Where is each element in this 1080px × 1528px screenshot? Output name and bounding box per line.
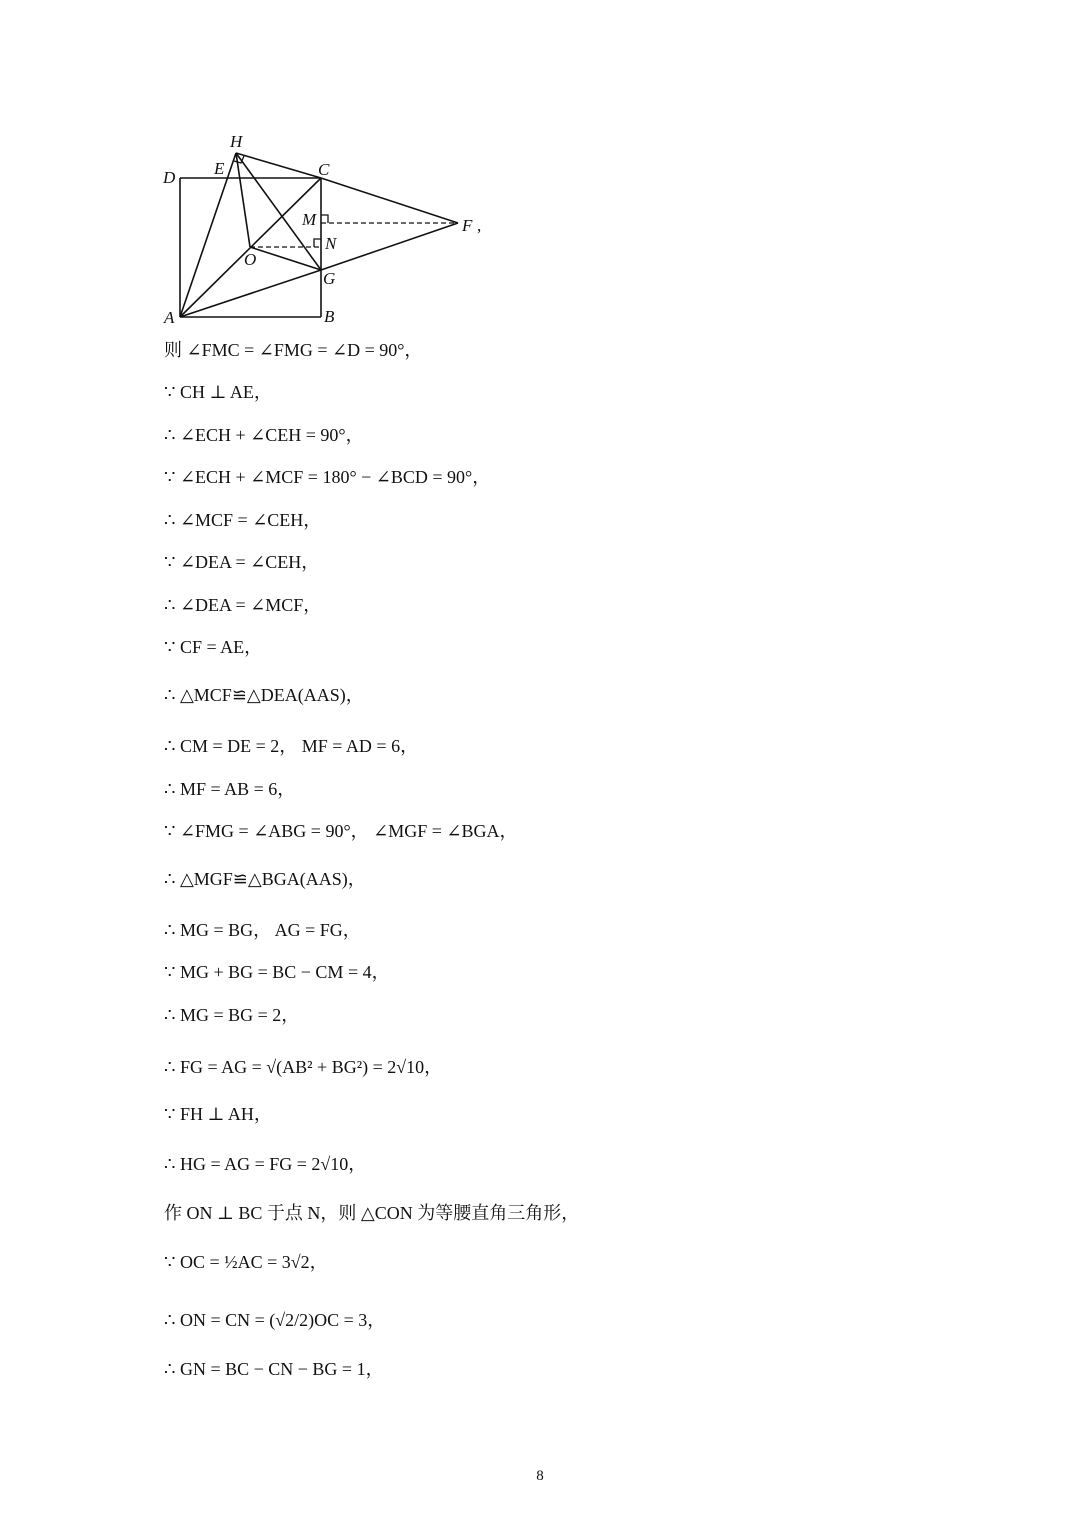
proof-line: 则 ∠FMC = ∠FMG = ∠D = 90°， xyxy=(164,340,423,360)
label-B: B xyxy=(324,307,335,326)
label-N: N xyxy=(325,234,337,253)
segment-HO xyxy=(236,153,250,247)
geometry-figure xyxy=(150,125,510,335)
proof-line: ∴ CM = DE = 2， MF = AD = 6， xyxy=(164,736,419,756)
proof-line: ∴ △MCF≌△DEA(AAS)， xyxy=(164,685,364,705)
proof-line: ∴ GN = BC − CN − BG = 1， xyxy=(164,1359,384,1379)
proof-line: ∵ CF = AE， xyxy=(164,637,263,657)
label-M: M xyxy=(302,210,317,229)
proof-line: ∴ HG = AG = FG = 2√10， xyxy=(164,1154,367,1174)
label-F: F xyxy=(462,216,473,235)
geometry-diagram xyxy=(150,125,510,335)
proof-line: ∵ ∠DEA = ∠CEH， xyxy=(164,552,320,572)
page-number: 8 xyxy=(536,1468,544,1484)
proof-line: ∵ OC = ½AC = 3√2， xyxy=(164,1252,328,1272)
proof-line: ∴ FG = AG = √(AB² + BG²) = 2√10， xyxy=(164,1057,443,1077)
right-angle-mark-M xyxy=(321,215,328,223)
proof-line: ∴ ∠DEA = ∠MCF， xyxy=(164,595,322,615)
label-C: C xyxy=(318,160,330,179)
segment-HC xyxy=(236,153,321,178)
proof-line: ∴ MF = AB = 6， xyxy=(164,779,296,799)
label-G: G xyxy=(323,269,336,288)
proof-line: ∴ △MGF≌△BGA(AAS)， xyxy=(164,869,366,889)
proof-line: ∴ MG = BG， AG = FG， xyxy=(164,920,361,940)
segment-AG xyxy=(180,270,321,317)
label-D: D xyxy=(163,168,176,187)
segment-CF xyxy=(321,178,458,223)
proof-line: ∵ ∠FMG = ∠ABG = 90°， ∠MGF = ∠BGA， xyxy=(164,821,518,841)
proof-line: ∵ CH ⊥ AE， xyxy=(164,382,272,402)
proof-line: ∴ ON = CN = (√2/2)OC = 3， xyxy=(164,1310,386,1330)
proof-line: ∵ FH ⊥ AH， xyxy=(164,1104,272,1124)
segment-GF xyxy=(321,223,458,270)
proof-line: ∵ MG + BG = BC − CM = 4， xyxy=(164,962,390,982)
proof-line: ∴ MG = BG = 2， xyxy=(164,1005,300,1025)
right-angle-mark-N xyxy=(314,239,321,247)
label-E: E xyxy=(214,159,225,178)
label-H: H xyxy=(230,132,243,151)
proof-line: ∴ ∠MCF = ∠CEH， xyxy=(164,510,322,530)
label-A: A xyxy=(164,308,175,327)
proof-line: ∴ ∠ECH + ∠CEH = 90°， xyxy=(164,425,364,445)
proof-line: ∵ ∠ECH + ∠MCF = 180° − ∠BCD = 90°， xyxy=(164,467,491,487)
segment-OG xyxy=(250,247,321,270)
proof-line: 作 ON ⊥ BC 于点 N，则 △CON 为等腰直角三角形， xyxy=(164,1203,580,1223)
label-O: O xyxy=(244,250,257,269)
label-comma: , xyxy=(477,216,482,235)
